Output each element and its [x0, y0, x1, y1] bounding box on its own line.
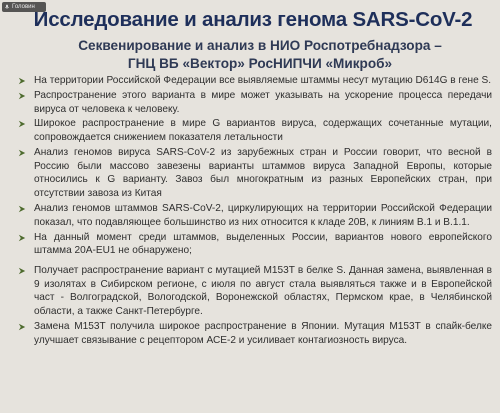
arrowhead-bullet-icon — [18, 234, 26, 242]
arrowhead-bullet-icon — [18, 92, 26, 100]
microphone-icon — [4, 4, 10, 10]
bullet-item — [14, 74, 492, 88]
slide-subtitle — [40, 37, 480, 73]
bullet-text: Широкое распространение в мире G вариантов вируса, содержащих сочетанные мутации, сопровождается снижением показателя летальности — [34, 118, 492, 144]
bullet-text: Получает распространение вариант с мутацией M153T в белке S. Данная замена, выявленная в 9 изолятах в Сибирском регионе, с июля по август стала выявляться также и в Европейской част - Волгоградской, Вологодской, Воронежской областях, Пермском крае, в Челябинской области, а также Санкт-Петербурге. — [34, 265, 492, 318]
bullet-text: Анализ геномов вируса SARS-CoV-2 из зарубежных стран и России говорит, что весной в Россию были массово завезены варианты штаммов вируса Западной Европы, которые относились к G варианту. Завоз был многократным из разных Европейских стран, при отсутствии завоза из Китая — [34, 147, 492, 200]
slide-title: Исследование и анализ генома SARS-CoV-2 — [33, 8, 473, 31]
arrowhead-bullet-icon — [18, 267, 26, 275]
bullet-item — [14, 202, 492, 229]
bullet-text: На данный момент среди штаммов, выделенных России, вариантов нового европейского штамма 20A-EU1 не обнаружено; — [34, 231, 492, 257]
bullet-text: На территории Российской Федерации все выявляемые штаммы несут мутацию D614G в гене S. — [34, 75, 492, 86]
subtitle-line: Секвенирование и анализ в НИО Роспотребнадзора – — [78, 38, 442, 53]
bullet-text: Анализ геномов штаммов SARS-CoV-2, циркулирующих на территории Российской Федерации показал, что подавляющее большинство из них относится к кладе 20В, к линиям B.1 и B.1.1. — [34, 203, 492, 228]
bullet-item — [14, 264, 492, 319]
arrowhead-bullet-icon — [18, 77, 26, 85]
bullet-item — [14, 320, 492, 347]
arrowhead-bullet-icon — [18, 120, 26, 128]
speaker-name: Головин — [12, 4, 35, 10]
arrowhead-bullet-icon — [18, 149, 26, 157]
subtitle-line: ГНЦ ВБ «Вектор» РосНИПЧИ «Микроб» — [127, 56, 393, 71]
bullet-item — [14, 146, 492, 201]
bullet-text: Замена M153T получила широкое распространение в Японии. Мутация M153T в спайк-белке улучшает связывание с рецептором АСЕ-2 и усиливает контагиозность вируса. — [34, 321, 492, 346]
bullet-item — [14, 89, 492, 116]
bullet-item — [14, 117, 492, 144]
arrowhead-bullet-icon — [18, 323, 26, 331]
bullet-text: Распространение этого варианта в мире может указывать на ускорение процесса передачи вируса от человека к человеку. — [34, 89, 492, 115]
bullet-item — [14, 231, 492, 258]
bullet-list — [14, 74, 492, 349]
arrowhead-bullet-icon — [18, 205, 26, 213]
